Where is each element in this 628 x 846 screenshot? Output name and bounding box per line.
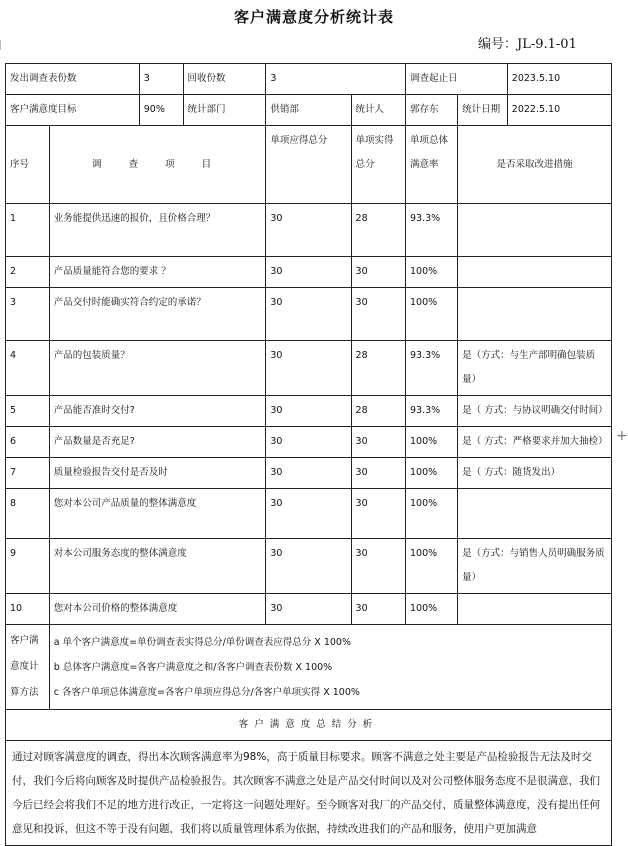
- row-actual-total: 30: [351, 458, 405, 489]
- row-measure: 是（方式：与销售人员明确服务质量）: [458, 539, 612, 594]
- satisfaction-table: [5, 63, 612, 846]
- row-actual-total: 28: [351, 396, 405, 427]
- person-value: 郭存东: [406, 95, 458, 126]
- table-row: [6, 257, 612, 288]
- row-item: 产品质量能符合您的要求 ？: [49, 257, 266, 288]
- date-label: 统计日期: [458, 95, 508, 126]
- page-title: 客户满意度分析统计表: [233, 8, 394, 26]
- row-due-total: 30: [266, 257, 351, 288]
- row-seq: 1: [6, 204, 50, 257]
- table-row: [6, 539, 612, 594]
- row-measure: [458, 489, 612, 539]
- row-measure: 是（ 方式：与协议明确交付时间）: [458, 396, 612, 427]
- header-measures: 是否采取改进措施: [458, 126, 612, 204]
- row-due-total: 30: [266, 396, 351, 427]
- person-label: 统计人: [351, 95, 405, 126]
- table-row: [6, 204, 612, 257]
- info-row-2: [6, 95, 612, 126]
- date-value: 2022.5.10: [507, 95, 611, 126]
- row-actual-total: 30: [351, 594, 405, 625]
- row-rate: 100%: [406, 539, 458, 594]
- table-row: [6, 594, 612, 625]
- method-label: 客户满意度计算方法: [6, 625, 50, 710]
- row-due-total: 30: [266, 594, 351, 625]
- row-item: 产品交付时能确实符合约定的承诺？: [49, 288, 266, 341]
- row-rate: 100%: [406, 458, 458, 489]
- row-seq: 6: [6, 427, 50, 458]
- row-due-total: 30: [266, 341, 351, 396]
- table-row: [6, 288, 612, 341]
- target-label: 客户满意度目标: [6, 95, 140, 126]
- row-measure: [458, 288, 612, 341]
- row-item: 您对本公司产品质量的整体满意度: [49, 489, 266, 539]
- row-rate: 93.3%: [406, 396, 458, 427]
- target-value: 90%: [139, 95, 183, 126]
- row-actual-total: 30: [351, 288, 405, 341]
- row-measure: 是（ 方式：随货发出）: [458, 458, 612, 489]
- header-seq: 序号: [6, 126, 50, 204]
- row-measure: [458, 257, 612, 288]
- row-actual-total: 30: [351, 257, 405, 288]
- returned-label: 回收份数: [183, 64, 266, 95]
- page-edge-marker: [0, 40, 1, 50]
- add-row-icon[interactable]: +: [616, 428, 628, 444]
- row-item: 您对本公司价格的整体满意度: [49, 594, 266, 625]
- summary-text: 通过对顾客满意度的调查，得出本次顾客满意率为98%，高于质量目标要求。顾客不满意之处主要是产品检验报告无法及时交付，我们今后将向顾客及时提供产品检验报告。其次顾客不满意之处是产品交付时间以及对公司整体服务态度不是很满意，我们今后已经会将我们不足的地方进行改正，一定将这一问题处理好。至今顾客对我厂的产品交付，质量整体满意度，没有提出任何意见和投诉，但这不等于没有问题，我们将以质量管理体系为依据，持续改进我们的产品和服务，使用户更加满意: [6, 741, 612, 846]
- period-value: 2023.5.10: [507, 64, 611, 95]
- header-actual-total: 单项实得总分: [351, 126, 405, 204]
- row-due-total: 30: [266, 458, 351, 489]
- row-seq: 8: [6, 489, 50, 539]
- row-rate: 93.3%: [406, 204, 458, 257]
- row-due-total: 30: [266, 427, 351, 458]
- dept-label: 统计部门: [183, 95, 266, 126]
- row-seq: 3: [6, 288, 50, 341]
- data-rows: [6, 204, 612, 625]
- row-rate: 100%: [406, 288, 458, 341]
- row-seq: 10: [6, 594, 50, 625]
- row-due-total: 30: [266, 204, 351, 257]
- row-item: 业务能提供迅速的报价，且价格合理？: [49, 204, 266, 257]
- row-due-total: 30: [266, 539, 351, 594]
- issued-label: 发出调查表份数: [6, 64, 140, 95]
- row-seq: 9: [6, 539, 50, 594]
- row-actual-total: 30: [351, 539, 405, 594]
- row-item: 质量检验报告交付是否及时: [49, 458, 266, 489]
- table-row: [6, 396, 612, 427]
- summary-title-row: [6, 710, 612, 741]
- row-item: 产品数量是否充足?: [49, 427, 266, 458]
- row-item: 产品能否准时交付?: [49, 396, 266, 427]
- row-seq: 7: [6, 458, 50, 489]
- row-due-total: 30: [266, 489, 351, 539]
- row-seq: 2: [6, 257, 50, 288]
- row-measure: [458, 204, 612, 257]
- method-line-a: a 单个客户满意度=单份调查表实得总分/单份调查表应得总分 X 100%: [53, 636, 351, 648]
- row-actual-total: 30: [351, 489, 405, 539]
- issued-value: 3: [139, 64, 183, 95]
- table-row: [6, 458, 612, 489]
- info-row-1: [6, 64, 612, 95]
- row-rate: 100%: [406, 594, 458, 625]
- row-measure: 是（方式：与生产部明确包装质量）: [458, 341, 612, 396]
- row-seq: 5: [6, 396, 50, 427]
- row-seq: 4: [6, 341, 50, 396]
- header-row: [6, 126, 612, 204]
- row-item: 对本公司服务态度的整体满意度: [49, 539, 266, 594]
- summary-title: 客户满意度总结分析: [6, 710, 612, 741]
- summary-text-row: [6, 741, 612, 846]
- table-row: [6, 341, 612, 396]
- row-due-total: 30: [266, 288, 351, 341]
- table-row: [6, 489, 612, 539]
- row-actual-total: 30: [351, 427, 405, 458]
- row-actual-total: 28: [351, 341, 405, 396]
- header-rate: 单项总体满意率: [406, 126, 458, 204]
- method-line-c: c 各客户单项总体满意度=各客户单项应得总分/各客户单项实得 X 100%: [53, 686, 360, 698]
- document-number: 编号：JL-9.1-01: [478, 37, 577, 52]
- row-rate: 100%: [406, 257, 458, 288]
- method-row: [6, 625, 612, 710]
- header-item: 调 查 项 目: [49, 126, 266, 204]
- row-measure: [458, 594, 612, 625]
- method-formulas: [49, 625, 611, 710]
- returned-value: 3: [266, 64, 406, 95]
- row-rate: 100%: [406, 427, 458, 458]
- method-line-b: b 总体客户满意度=各客户满意度之和/各客户调查表份数 X 100%: [53, 661, 333, 673]
- header-due-total: 单项应得总分: [266, 126, 351, 204]
- dept-value: 供销部: [266, 95, 351, 126]
- row-rate: 100%: [406, 489, 458, 539]
- period-label: 调查起止日: [406, 64, 508, 95]
- table-row: [6, 427, 612, 458]
- row-rate: 93.3%: [406, 341, 458, 396]
- row-measure: 是（ 方式：严格要求并加大抽检）: [458, 427, 612, 458]
- row-actual-total: 28: [351, 204, 405, 257]
- row-item: 产品的包装质量？: [49, 341, 266, 396]
